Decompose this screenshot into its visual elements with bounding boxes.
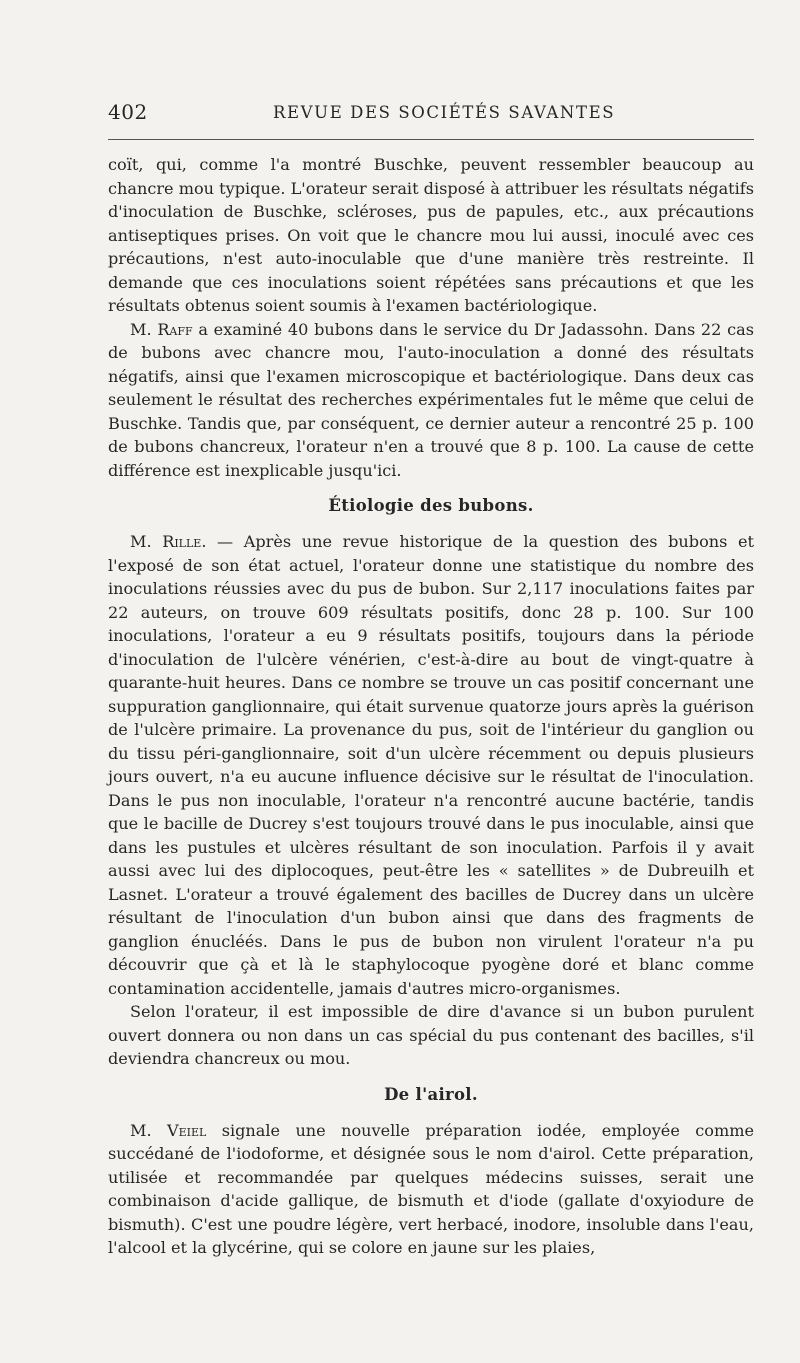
author-name-veiel: Veiel — [166, 1120, 207, 1140]
paragraph-rille — [108, 530, 754, 1000]
paragraph-text: signale une nouvelle préparation iodée, employée comme succédané de l'iodoforme, et désignée sous le nom d'airol. Cette préparation, utilisée et recommandée par quelques médecins suisses, serait une combinaison d'acide gallique, de bismuth et d'iode (gallate d'oxyiodure de bismuth). C'est une poudre légère, vert herbacé, inodore, insoluble dans l'eau, l'alcool et la glycérine, qui se colore en jaune sur les plaies, — [108, 1120, 754, 1257]
author-name-raff: Raff — [157, 319, 193, 339]
paragraph-lead: M. — [130, 319, 158, 339]
header-rule — [108, 139, 754, 140]
running-title: REVUE DES SOCIÉTÉS SAVANTES — [273, 103, 616, 122]
page-number: 402 — [108, 100, 148, 124]
paragraph-text: . — Après une revue historique de la question des bubons et l'exposé de son état actuel, l'orateur donne une statistique du nombre des inoculations réussies avec du pus de bubon. Sur 2,117 inoculations faites par 22 auteurs, on trouve 609 résultats positifs, donc 28 p. 100. Sur 100 inoculations, l'orateur a eu 9 résultats positifs, toujours dans la période d'inoculation de l'ulcère vénérien, c'est-à-dire au bout de vingt-quatre à quarante-huit heures. Dans ce nombre se trouve un cas positif concernant une suppuration ganglionnaire, qui était survenue quatorze jours après la guérison de l'ulcère primaire. La provenance du pus, soit de l'intérieur du ganglion ou du tissu péri-ganglionnaire, soit d'un ulcère récemment ou depuis plusieurs jours ouvert, n'a eu aucune influence décisive sur le résultat de l'inoculation. Dans le pus non inoculable, l'orateur n'a rencontré aucune bactérie, tandis que le bacille de Ducrey s'est toujours trouvé dans le pus inoculable, ainsi que dans les pustules et ulcères résultant de son inoculation. Parfois il y avait aussi avec lui des diplocoques, peut-être les « satellites » de Dubreuilh et Lasnet. L'orateur a trouvé également des bacilles de Ducrey dans un ulcère résultant de l'inoculation d'un bubon ainsi que dans des fragments de ganglion énucléés. Dans le pus de bubon non virulent l'orateur n'a pu découvrir que çà et là le staphylocoque pyogène doré et blanc comme contamination accidentelle, jamais d'autres micro-organismes. — [108, 532, 754, 998]
author-name-rille: Rille — [162, 532, 202, 551]
page-header — [108, 100, 754, 130]
article-body — [108, 153, 754, 1260]
paragraph-raff — [108, 318, 754, 483]
paragraph-continuation: coït, qui, comme l'a montré Buschke, peuvent ressembler beaucoup au chancre mou typique. L'orateur serait disposé à attribuer les résultats négatifs d'inoculation de Buschke, scléroses, pus de papules, etc., aux précautions antiseptiques prises. On voit que le chancre mou lui aussi, inoculé avec ces précautions, n'est auto-inoculable que d'une manière très restreinte. Il demande que ces inoculations soient répétées sans précautions et que les résultats obtenus soient soumis à l'examen bactériologique. — [108, 155, 754, 315]
paragraph-lead: M. — [130, 532, 163, 551]
paragraph-lead: M. — [130, 1120, 167, 1140]
paragraph-text: a examiné 40 bubons dans le service du Dr Jadassohn. Dans 22 cas de bubons avec chancre mou, l'auto-inoculation a donné des résultats négatifs, ainsi que l'examen microscopique et bactériologique. Dans deux cas seulement le résultat des recherches expérimentales fut le même que celui de Buschke. Tandis que, par conséquent, ce dernier auteur a rencontré 25 p. 100 de bubons chancreux, l'orateur n'en a trouvé que 8 p. 100. La cause de cette différence est inexplicable jusqu'ici. — [108, 319, 754, 480]
paragraph-conclusion: Selon l'orateur, il est impossible de dire d'avance si un bubon purulent ouvert donnera ou non dans un cas spécial du pus contenant des bacilles, s'il deviendra chancreux ou mou. — [108, 1002, 754, 1068]
section-heading-etiologie: Étiologie des bubons. — [328, 496, 534, 515]
section-heading-airol: De l'airol. — [384, 1084, 478, 1104]
paragraph-veiel — [108, 1119, 754, 1260]
